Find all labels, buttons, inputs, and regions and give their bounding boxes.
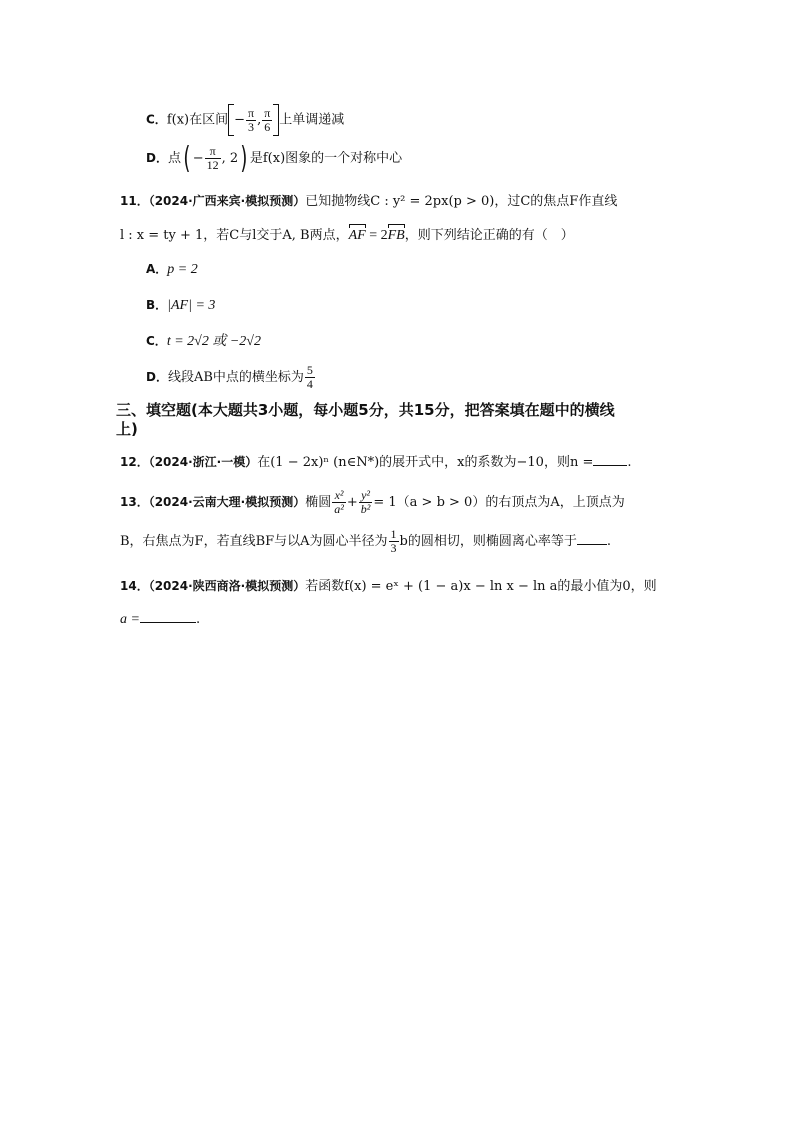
option-label: D． (146, 370, 168, 384)
option-label: C． (146, 334, 167, 348)
option-label: C． (146, 112, 167, 127)
variable-a: a = (120, 612, 140, 627)
question-source: （2024·云南大理·模拟预测） (148, 495, 306, 509)
answer-blank[interactable] (577, 532, 607, 545)
left-paren: ( (183, 140, 191, 176)
question-text: 椭圆 (305, 495, 332, 510)
numerator: 5 (306, 363, 313, 377)
option-label: D． (146, 151, 168, 165)
period: . (627, 455, 632, 470)
q11-line-2 (120, 226, 574, 246)
q13-line-2 (120, 526, 611, 558)
fraction (205, 145, 221, 172)
q14-line-1 (120, 576, 657, 597)
numerator: x² (332, 489, 346, 503)
question-text: ，则下列结论正确的有（ ） (404, 228, 574, 243)
option-text: 线段AB中点的横坐标为 (167, 370, 304, 385)
q12-line (120, 452, 631, 473)
vector-af: AF (349, 226, 366, 246)
fraction (246, 107, 256, 134)
period: . (195, 612, 201, 627)
vector-fb: FB (388, 226, 405, 246)
q11-option-b (146, 295, 215, 316)
option-text: p = 2 (167, 262, 198, 277)
fraction (262, 107, 272, 134)
question-text: l : x = ty + 1，若C与l交于A, B两点， (120, 228, 349, 243)
option-text: t = 2√2 或 −2√2 (166, 334, 261, 349)
option-label: B． (146, 298, 168, 312)
option-text: f(x)在区间 (166, 112, 229, 128)
question-source: （2024·浙江·一模） (148, 455, 258, 469)
question-text: 若函数f(x) = eˣ + (1 − a)x − ln x − ln a的最小值为0，则 (305, 579, 657, 594)
q10-option-d (146, 140, 403, 176)
option-text: |AF| = 3 (167, 298, 216, 313)
plus-sign: + (346, 495, 358, 510)
section-heading: 三、填空题(本大题共3小题，每小题5分，共15分，把答案填在题中的横线 (116, 401, 615, 419)
q11-option-c (146, 331, 261, 352)
q11-option-d (146, 362, 316, 393)
denominator: 3 (390, 541, 397, 555)
q11-option-a (146, 259, 198, 280)
question-text: b的圆相切，则椭圆离心率等于 (399, 534, 577, 549)
section-heading-cont: 上) (116, 420, 138, 438)
denominator: b² (360, 502, 371, 516)
numerator: y² (359, 489, 373, 503)
denominator: a² (334, 502, 344, 516)
question-number: 11． (120, 194, 149, 208)
point-coordinate: , 2 (221, 151, 239, 166)
question-number: 14． (120, 579, 149, 593)
fraction (359, 489, 373, 516)
denominator: 6 (264, 119, 271, 134)
fraction (332, 489, 346, 516)
equation-text: = 2 (365, 228, 388, 243)
denominator: 12 (206, 158, 219, 172)
option-text: 点 (167, 151, 181, 166)
denominator: 4 (306, 377, 313, 391)
q14-line-2 (120, 610, 200, 630)
q10-option-c (146, 104, 344, 136)
minus-sign: − (234, 112, 246, 128)
question-text: = 1（a > b > 0）的右顶点为A，上顶点为 (373, 495, 625, 510)
answer-blank[interactable] (593, 453, 627, 466)
fraction (305, 364, 315, 391)
q13-line-1 (120, 486, 625, 519)
question-source: （2024·广西来宾·模拟预测） (148, 194, 306, 208)
option-text: 上单调递减 (279, 112, 345, 128)
right-paren: ) (240, 140, 248, 176)
question-source: （2024·陕西商洛·模拟预测） (148, 579, 306, 593)
option-text: 是f(x)图象的一个对称中心 (249, 151, 403, 166)
question-text: B，右焦点为F，若直线BF与以A为圆心半径为 (120, 534, 388, 549)
numerator: π (205, 145, 221, 159)
numerator: π (248, 105, 255, 120)
option-label: A． (146, 262, 168, 276)
period: . (606, 534, 612, 549)
answer-blank[interactable] (140, 610, 196, 623)
question-number: 13． (120, 495, 149, 509)
fraction (389, 528, 399, 555)
denominator: 3 (248, 119, 255, 134)
numerator: π (264, 105, 271, 120)
question-number: 12． (120, 455, 149, 469)
numerator: 1 (390, 527, 397, 541)
q11-line-1 (120, 191, 617, 212)
separator: , (257, 112, 262, 128)
minus-sign: − (192, 151, 204, 166)
question-text: 已知抛物线C : y² = 2px(p > 0)，过C的焦点F作直线 (305, 194, 618, 209)
question-text: 在(1 − 2x)ⁿ (n∈N*)的展开式中，x的系数为−10，则n = (257, 455, 594, 470)
